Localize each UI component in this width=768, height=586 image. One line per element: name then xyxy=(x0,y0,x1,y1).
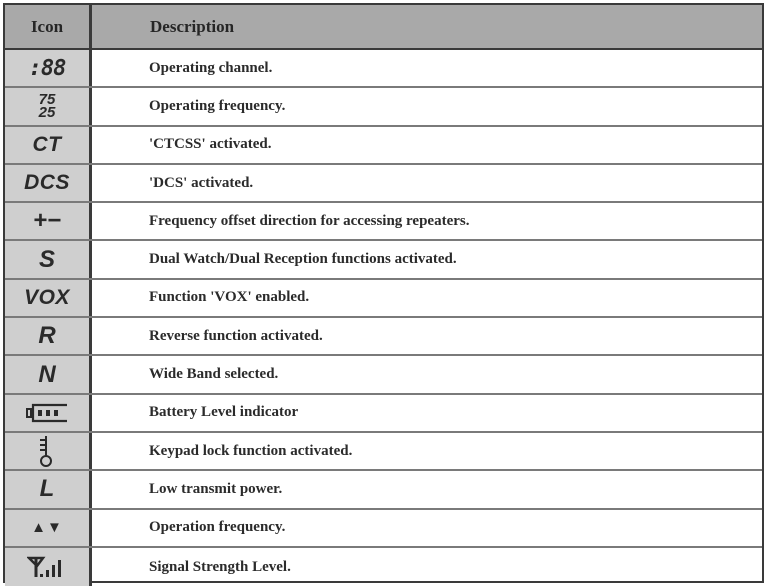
row-description: 'DCS' activated. xyxy=(149,174,254,191)
up-down-arrows-icon: ▲▼ xyxy=(31,519,63,537)
table-row xyxy=(5,471,762,509)
table-header xyxy=(5,5,762,50)
table-row xyxy=(5,241,762,279)
wide-band-icon: N xyxy=(38,360,56,388)
low-power-icon: L xyxy=(39,475,55,503)
table-row xyxy=(5,510,762,548)
table-row xyxy=(5,203,762,241)
row-description: Dual Watch/Dual Reception functions activated. xyxy=(149,251,457,268)
row-description: Wide Band selected. xyxy=(149,366,279,383)
table-row xyxy=(5,50,762,88)
header-description: Description xyxy=(150,16,235,36)
plus-minus-icon: +− xyxy=(32,207,62,235)
row-description: Battery Level indicator xyxy=(149,404,299,421)
icon-description-table xyxy=(3,3,764,583)
dcs-icon: DCS xyxy=(24,171,70,195)
table-row xyxy=(5,356,762,394)
frequency-fraction-icon: 75 25 xyxy=(38,91,56,122)
table-row xyxy=(5,433,762,471)
row-description: Operating frequency. xyxy=(149,97,286,114)
key-lock-icon xyxy=(37,435,57,467)
row-description: Reverse function activated. xyxy=(149,327,323,344)
row-description: Low transmit power. xyxy=(149,480,283,497)
table-row xyxy=(5,88,762,126)
row-description: Operation frequency. xyxy=(149,519,286,536)
table-row xyxy=(5,280,762,318)
table-row xyxy=(5,165,762,203)
row-description: Keypad lock function activated. xyxy=(149,442,353,459)
row-description: 'CTCSS' activated. xyxy=(149,136,272,153)
row-description: Operating channel. xyxy=(149,59,273,76)
channel-digits-icon: :88 xyxy=(28,55,66,81)
reverse-icon: R xyxy=(38,322,56,350)
ctcss-icon: CT xyxy=(32,132,62,156)
row-description: Function 'VOX' enabled. xyxy=(149,289,310,306)
table-row xyxy=(5,127,762,165)
table-row xyxy=(5,548,762,586)
table-row xyxy=(5,395,762,433)
dual-watch-icon: S xyxy=(38,245,55,273)
row-description: Signal Strength Level. xyxy=(149,558,291,575)
battery-icon xyxy=(25,402,69,424)
vox-icon: VOX xyxy=(24,285,70,309)
table-row xyxy=(5,318,762,356)
header-icon: Icon xyxy=(5,5,92,48)
signal-strength-icon xyxy=(27,555,67,579)
row-description: Frequency offset direction for accessing repeaters. xyxy=(149,212,470,229)
